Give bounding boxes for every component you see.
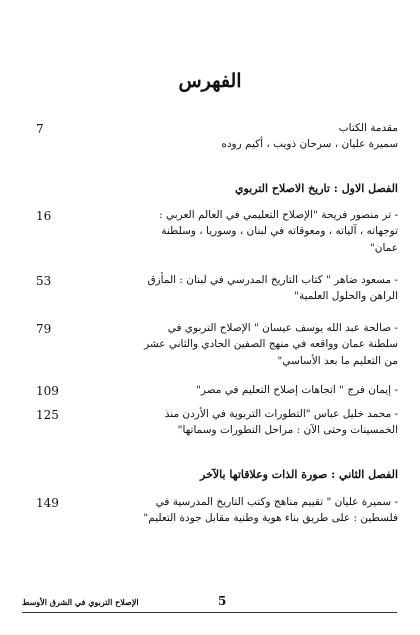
section-heading: الفصل الاول : تاريخ الاصلاح التربوي	[234, 182, 398, 195]
toc-entry-line: مقدمة الكتاب	[338, 122, 398, 134]
toc-entry	[0, 207, 420, 262]
toc-entry-line: - صالحة عبد الله يوسف عيسان " الإصلاح التربوي في	[167, 322, 398, 334]
toc-entry-line: الخمسينات وحتى الآن : مراحل التطورات وسماتها"	[177, 424, 398, 437]
toc-entry-line: - إيمان فرج " اتجاهات إصلاح التعليم في مصر"	[196, 384, 398, 396]
toc-entry-line: - سميرة عليان " تقييم مناهج وكتب التاريخ المدرسية في	[155, 496, 398, 508]
toc-page-number: 149	[36, 496, 59, 510]
toc-entry-line: عمان"	[369, 241, 398, 254]
toc-entry-line: فلسطين : على طريق بناء هوية وطنية مقابل جودة التعليم"	[143, 512, 398, 525]
toc-page-number: 109	[36, 384, 59, 398]
toc-entry-line: سلطنة عمان وواقعه في منهج الصفين الحادي والثاني عشر	[144, 338, 398, 351]
section-heading: الفصل الثاني : صورة الذات وعلاقاتها بالآخر	[200, 468, 398, 481]
page-title: الفهرس	[178, 70, 242, 92]
toc-entry	[0, 494, 420, 534]
footer-rule	[22, 612, 397, 613]
toc-entry-line: الراهن والحلول العلمية"	[294, 290, 398, 303]
toc-entry	[0, 382, 420, 402]
toc-entry	[0, 120, 420, 160]
toc-entry-line: سميرة عليان ، سرحان ذويب ، أكيم روده	[221, 138, 398, 151]
footer-page-number: 5	[218, 594, 227, 608]
toc-entry-line: توجهاته ، آلياته ، ومعوقاته في لبنان ، وسوريا ، وسلطنة	[161, 225, 398, 238]
toc-page-number: 125	[36, 408, 59, 422]
toc-entry-line: - تر منصور فريحة "الإصلاح التعليمي في العالم العربي :	[159, 209, 398, 221]
toc-page-number: 16	[36, 209, 52, 223]
toc-page-number: 7	[36, 122, 44, 136]
toc-entry	[0, 320, 420, 375]
toc-page-number: 79	[36, 322, 52, 336]
toc-entry-line: - محمد خليل عباس "التطورات التربوية في الأردن منذ	[164, 408, 398, 420]
toc-page-number: 53	[36, 274, 52, 288]
toc-entry	[0, 272, 420, 312]
toc-entry-line: من التعليم ما بعد الأساسي"	[277, 354, 398, 367]
footer-book-title: الإصلاح التربوي في الشرق الأوسط	[22, 597, 139, 607]
toc-entry	[0, 406, 420, 446]
toc-entry-line: - مسعود ضاهر " كتاب التاريخ المدرسي في لبنان : المأزق	[147, 274, 398, 286]
